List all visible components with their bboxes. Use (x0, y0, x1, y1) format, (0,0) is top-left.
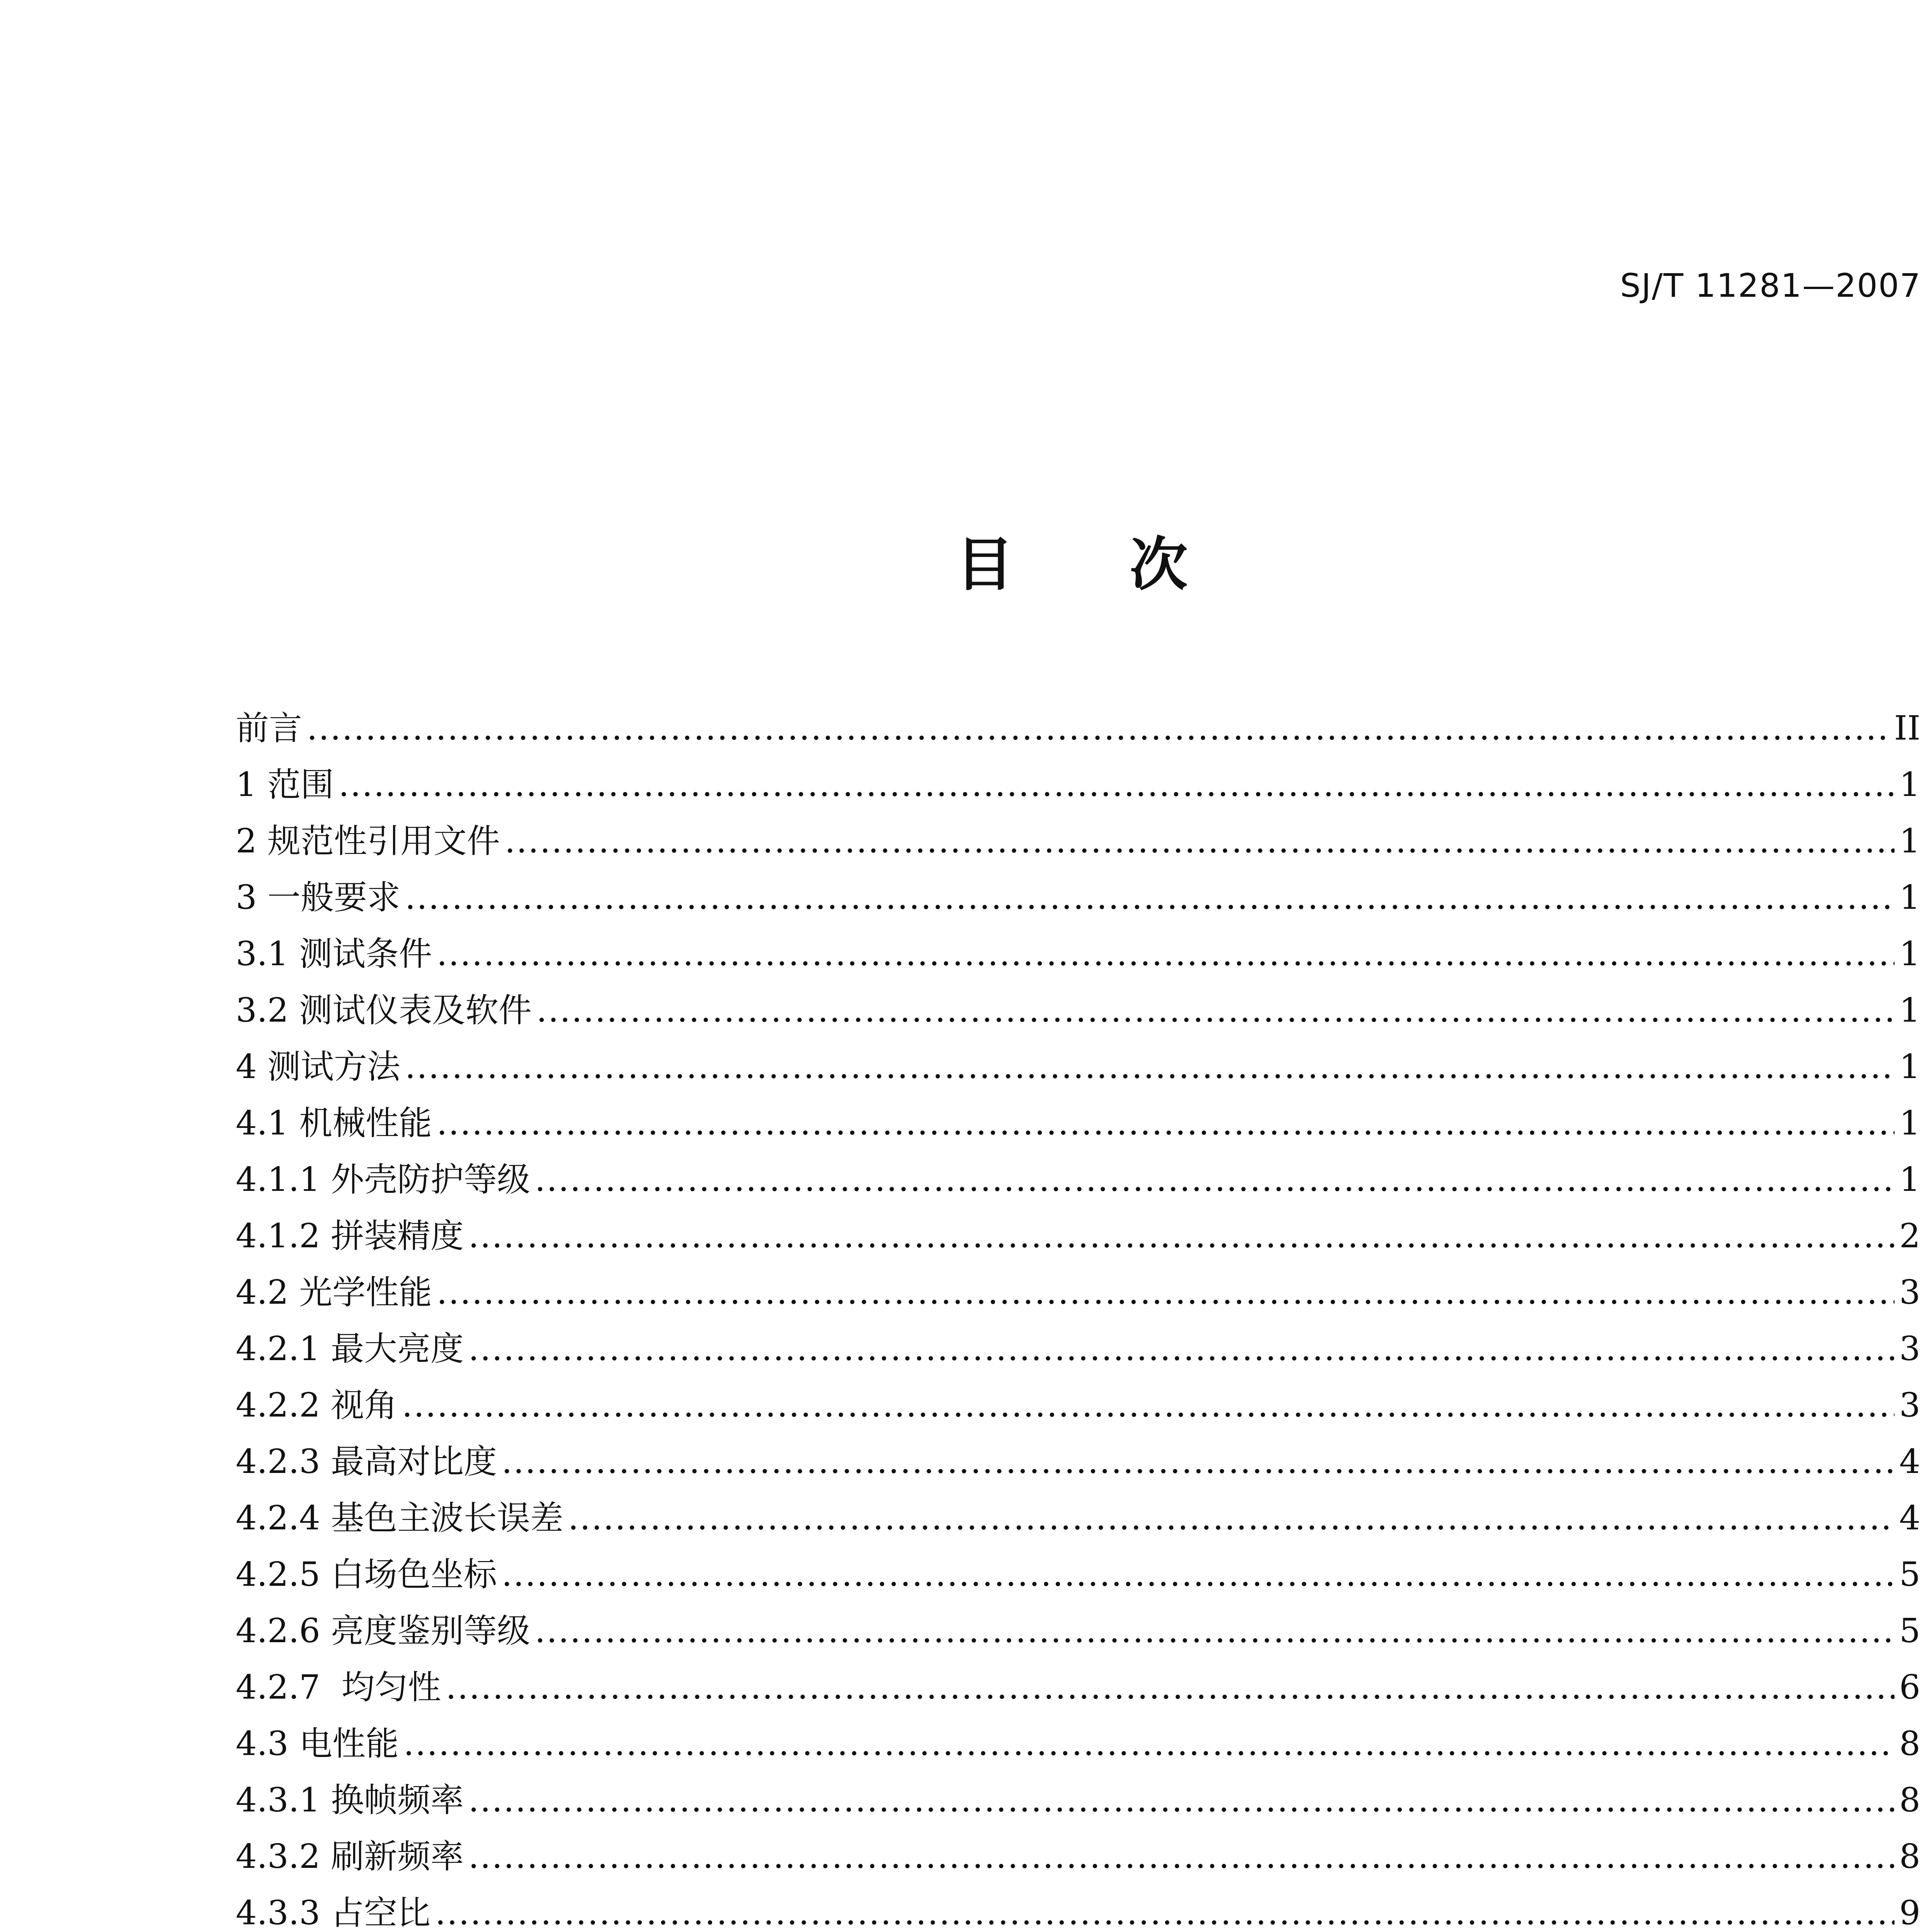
toc-entry[interactable] (236, 701, 1920, 758)
toc-entry-label: 4.3.3 占空比 (236, 1894, 431, 1932)
toc-entry[interactable] (236, 1491, 1920, 1548)
toc-entry-label: 3 一般要求 (236, 878, 401, 917)
toc-leader-dots (568, 1499, 1895, 1537)
toc-entry-label: 4.3.1 换帧频率 (236, 1781, 464, 1820)
toc-leader-dots (446, 1668, 1895, 1707)
toc-entry-page: 8 (1899, 1725, 1920, 1763)
toc-leader-dots (437, 935, 1895, 973)
toc-entry-label: 4.1.2 拼装精度 (236, 1217, 464, 1255)
toc-leader-dots (468, 1217, 1895, 1255)
toc-entry-label: 4.2.7 均匀性 (236, 1668, 441, 1707)
toc-entry-page: 3 (1899, 1330, 1920, 1368)
toc-entry[interactable] (236, 1153, 1920, 1209)
toc-entry-label: 前言 (236, 709, 302, 748)
toc-leader-dots (468, 1330, 1895, 1368)
toc-entry[interactable] (236, 1096, 1920, 1153)
toc-entry[interactable] (236, 1830, 1920, 1886)
toc-entry[interactable] (236, 814, 1920, 871)
toc-leader-dots (402, 1386, 1895, 1425)
toc-leader-dots (307, 709, 1889, 748)
toc-entry-label: 4.3 电性能 (236, 1725, 399, 1763)
toc-leader-dots (535, 1612, 1895, 1650)
toc-entry-page: 2 (1899, 1217, 1920, 1255)
toc-entry[interactable] (236, 1773, 1920, 1830)
toc-entry-label: 4.2.4 基色主波长误差 (236, 1499, 564, 1537)
toc-entry-label: 4.2.2 视角 (236, 1386, 398, 1425)
toc-entry-page: 1 (1899, 991, 1920, 1030)
toc-entry-label: 4.2.1 最大亮度 (236, 1330, 464, 1368)
toc-entry[interactable] (236, 1435, 1920, 1491)
toc-entry-page: 8 (1899, 1781, 1920, 1820)
toc-entry-label: 3.2 测试仪表及软件 (236, 991, 532, 1030)
toc-leader-dots (502, 1442, 1895, 1481)
toc-leader-dots (468, 1837, 1895, 1876)
toc-entry-page: 1 (1899, 878, 1920, 917)
toc-entry[interactable] (236, 1265, 1920, 1322)
page-title: 目次 (956, 531, 1304, 599)
toc-entry-label: 2 规范性引用文件 (236, 822, 500, 861)
toc-entry[interactable] (236, 1886, 1920, 1932)
toc-leader-dots (405, 1048, 1895, 1086)
toc-entry-page: 1 (1899, 935, 1920, 973)
toc-entry-page: 4 (1899, 1442, 1920, 1481)
toc-entry-label: 4.2.5 白场色坐标 (236, 1555, 497, 1594)
toc-entry-page: 1 (1899, 1104, 1920, 1143)
toc-entry-page: 5 (1899, 1555, 1920, 1594)
toc-entry[interactable] (236, 758, 1920, 814)
standard-code: SJ/T 11281—2007 (1620, 267, 1921, 304)
toc-leader-dots (437, 1104, 1895, 1143)
toc-entry[interactable] (236, 983, 1920, 1040)
toc-entry[interactable] (236, 1209, 1920, 1265)
toc-leader-dots (536, 991, 1895, 1030)
toc-leader-dots (437, 1273, 1895, 1312)
toc-entry-page: 3 (1899, 1386, 1920, 1425)
toc-entry-label: 4.1.1 外壳防护等级 (236, 1160, 531, 1199)
toc-entry[interactable] (236, 1548, 1920, 1604)
toc-entry[interactable] (236, 1604, 1920, 1660)
toc-entry-label: 3.1 测试条件 (236, 935, 432, 973)
toc-entry-label: 4.3.2 刷新频率 (236, 1837, 464, 1876)
table-of-contents (236, 701, 1920, 1932)
toc-entry-page: 4 (1899, 1499, 1920, 1537)
toc-leader-dots (535, 1160, 1895, 1199)
toc-entry-page: II (1894, 709, 1920, 748)
toc-leader-dots (405, 878, 1895, 917)
toc-leader-dots (435, 1894, 1895, 1932)
toc-entry-page: 1 (1899, 822, 1920, 861)
toc-entry[interactable] (236, 1322, 1920, 1378)
toc-entry-label: 4.2.3 最高对比度 (236, 1442, 497, 1481)
toc-entry[interactable] (236, 871, 1920, 927)
toc-entry-page: 1 (1899, 1160, 1920, 1199)
toc-leader-dots (338, 765, 1895, 804)
toc-entry-page: 3 (1899, 1273, 1920, 1312)
toc-entry-page: 6 (1899, 1668, 1920, 1707)
toc-leader-dots (502, 1555, 1895, 1594)
toc-entry[interactable] (236, 927, 1920, 983)
toc-entry-label: 4 测试方法 (236, 1048, 401, 1086)
toc-entry-page: 1 (1899, 765, 1920, 804)
toc-entry-page: 5 (1899, 1612, 1920, 1650)
toc-entry[interactable] (236, 1660, 1920, 1717)
toc-entry[interactable] (236, 1378, 1920, 1435)
toc-entry-label: 4.2 光学性能 (236, 1273, 432, 1312)
toc-entry-page: 9 (1899, 1894, 1920, 1932)
toc-entry-page: 1 (1899, 1048, 1920, 1086)
toc-entry-label: 4.1 机械性能 (236, 1104, 432, 1143)
toc-leader-dots (468, 1781, 1895, 1820)
toc-entry-page: 8 (1899, 1837, 1920, 1876)
toc-entry-label: 1 范围 (236, 765, 334, 804)
toc-entry[interactable] (236, 1040, 1920, 1096)
toc-leader-dots (505, 822, 1895, 861)
toc-entry-label: 4.2.6 亮度鉴别等级 (236, 1612, 531, 1650)
toc-leader-dots (403, 1725, 1895, 1763)
toc-entry[interactable] (236, 1717, 1920, 1773)
